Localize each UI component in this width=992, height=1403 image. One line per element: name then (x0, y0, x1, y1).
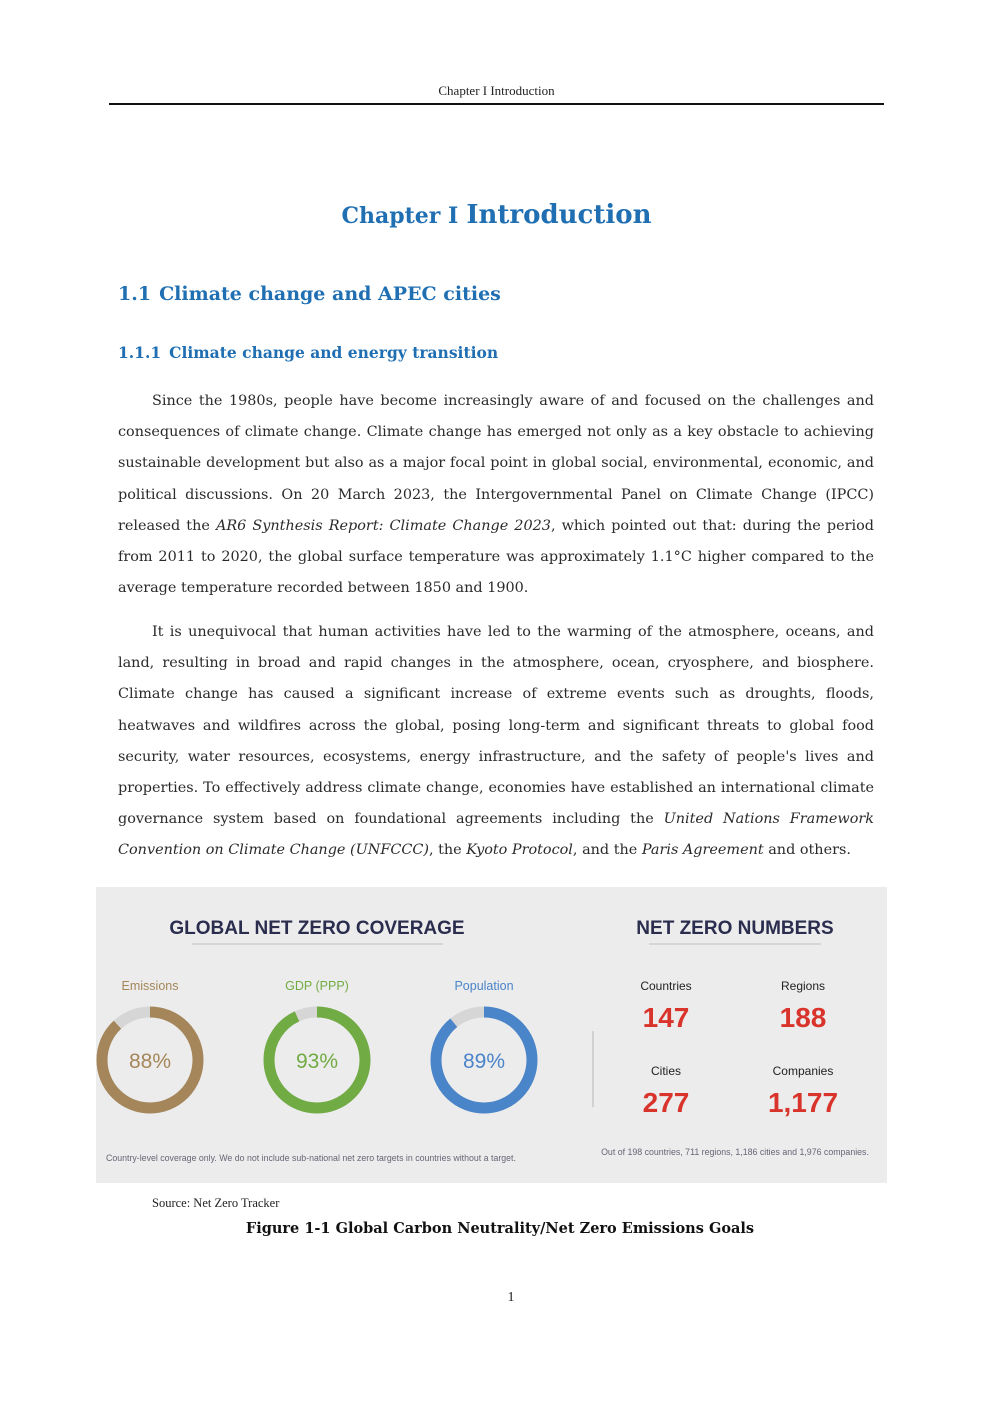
paragraph-text: Since the 1980s, people have become increasingly aware of and focused on the challenges and consequences of climate change. Climate change has emerged not only as a key obstacle to achieving sustainable development but also as a major focal point in global social, environmental, economic, and political discussions. On 20 March 2023, the Intergovernmental Panel on Climate Change (IPCC) released the (118, 393, 874, 534)
page-number: 1 (507, 1290, 515, 1305)
figure-caption: Figure 1-1 Global Carbon Neutrality/Net Zero Emissions Goals (245, 1220, 755, 1237)
paragraph-text: , and the (572, 842, 642, 859)
section-heading (118, 283, 501, 305)
chapter-title (109, 200, 884, 230)
numbers-title: NET ZERO NUMBERS (636, 918, 834, 939)
paris-italic: Paris Agreement (641, 842, 764, 859)
number-value: 147 (642, 1002, 690, 1033)
number-label: Companies (772, 1064, 834, 1078)
unfccc-italic: United Nations Framework Convention on Climate Change (UNFCCC) (118, 811, 874, 859)
running-header: Chapter I Introduction (438, 83, 555, 98)
number-value: 188 (779, 1002, 827, 1033)
ring-label: Emissions (121, 979, 179, 993)
net-zero-figure (96, 887, 887, 1183)
figure-source: Source: Net Zero Tracker (152, 1196, 280, 1210)
paragraph-text: and others. (763, 842, 851, 859)
paragraph-1 (118, 386, 874, 604)
number-label: Countries (640, 979, 692, 993)
number-label: Regions (780, 979, 826, 993)
section-number: 1.1 (118, 283, 152, 305)
subsection-title: Climate change and energy transition (169, 343, 499, 362)
coverage-rings (102, 979, 532, 1108)
number-value: 1,177 (767, 1087, 839, 1118)
paragraph-text: It is unequivocal that human activities have led to the warming of the atmosphere, oceans, and land, resulting in broad and rapid changes in the atmosphere, ocean, cryosphere, and biosphere. Climate change has caused a significant increase of extreme events such as droughts, floods, heatwaves and wildfires across the global, posing long-term and significant threats to global food security, water resources, ecosystems, energy infrastructure, and the safety of people's lives and properties. To effectively address climate change, economies have established an international climate governance system based on foundational agreements including the (118, 624, 874, 828)
ring-label: Population (454, 979, 514, 993)
paragraph-text: , the (428, 842, 467, 859)
coverage-title: GLOBAL NET ZERO COVERAGE (169, 918, 465, 939)
numbers-note: Out of 198 countries, 711 regions, 1,186 cities and 1,976 companies. (601, 1147, 869, 1157)
ring-value: 89% (462, 1050, 506, 1073)
ring-label: GDP (PPP) (285, 979, 349, 993)
chapter-name: Introduction (466, 200, 652, 230)
header-rule (109, 103, 884, 105)
paragraph-text: , which pointed out that: during the period from 2011 to 2020, the global surface temperature was approximately 1.1°C higher compared to the average temperature recorded between 1850 and 1900. (118, 517, 874, 597)
section-title: Climate change and APEC cities (159, 283, 501, 305)
report-title-italic: AR6 Synthesis Report: Climate Change 2023 (215, 517, 551, 534)
kyoto-italic: Kyoto Protocol (466, 842, 573, 859)
subsection-heading (118, 343, 498, 362)
net-zero-numbers (640, 979, 838, 1118)
ring-value: 93% (295, 1050, 339, 1073)
subsection-number: 1.1.1 (118, 343, 162, 362)
ring-value: 88% (128, 1050, 172, 1073)
chapter-label: Chapter I (341, 203, 459, 229)
paragraph-2 (118, 617, 874, 867)
number-label: Cities (650, 1064, 682, 1078)
number-value: 277 (642, 1087, 690, 1118)
net-zero-infographic (96, 887, 887, 1183)
coverage-note: Country-level coverage only. We do not include sub-national net zero targets in countries without a target. (106, 1153, 516, 1163)
